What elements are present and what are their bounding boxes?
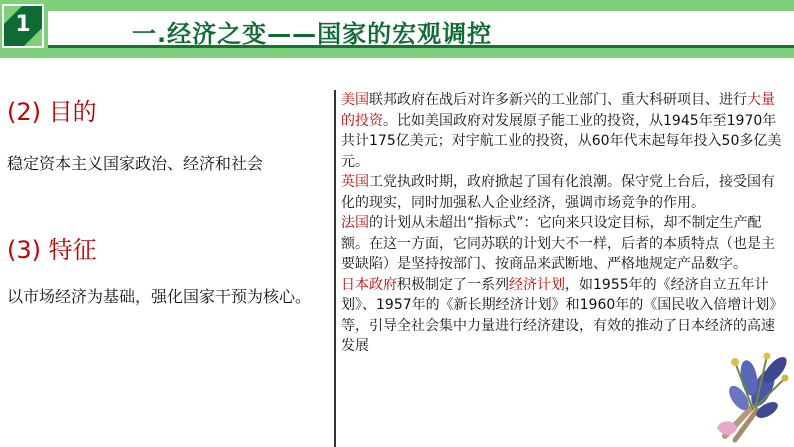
japan-paragraph bbox=[341, 275, 787, 357]
usa-text-2: 。比如美国政府对发展原子能工业的投资，从1945年至1970年共计175亿美元；对宇航工业的投资，从60年代末起每年投入50多亿美元。 bbox=[341, 112, 782, 170]
japan-text-2: ，如1955年的《经济自立五年计划》、1957年的《新长期经济计划》和1960年的《国民收入倍增计划》等，引导全社会集中力量进行经济建设，有效的推动了日本经济的高速发展 bbox=[341, 276, 784, 354]
country-france: 法国 bbox=[341, 215, 369, 231]
usa-text-1: 联邦政府在战后对许多新兴的工业部门、重大科研项目、进行 bbox=[369, 92, 747, 108]
feature-text: 以市场经济为基础，强化国家干预为核心。 bbox=[7, 287, 312, 306]
flower-bouquet-icon bbox=[705, 348, 791, 444]
examples-column bbox=[341, 90, 787, 357]
column-divider bbox=[334, 90, 336, 447]
country-japan: 日本政府 bbox=[341, 276, 397, 293]
country-uk: 英国 bbox=[341, 174, 369, 190]
japan-highlight: 经济计划 bbox=[509, 276, 565, 293]
france-text: 的计划从未超出“指标式”：它向来只设定目标，却不制定生产配额。在这一方面，它同苏联的计划大不一样，后者的本质特点（也是主要缺陷）是坚持按部门、按商品来武断地、严格地规定产品数字。 bbox=[341, 215, 775, 272]
feature-heading: (3) 特征 bbox=[7, 236, 97, 264]
usa-highlight: 大量的投资 bbox=[341, 92, 775, 129]
country-usa: 美国 bbox=[341, 92, 369, 108]
usa-paragraph bbox=[341, 90, 787, 172]
page-title: 一.经济之变——国家的宏观调控 bbox=[132, 20, 493, 48]
japan-text-1: 积极制定了一系列 bbox=[397, 276, 509, 293]
france-paragraph bbox=[341, 213, 787, 275]
purpose-heading: (2) 目的 bbox=[7, 98, 97, 126]
badge-number: 1 bbox=[15, 12, 31, 37]
uk-paragraph bbox=[341, 172, 787, 213]
section-badge bbox=[2, 4, 44, 48]
purpose-text: 稳定资本主义国家政治、经济和社会 bbox=[7, 154, 264, 173]
uk-text: 工党执政时期，政府掀起了国有化浪潮。保守党上台后，接受国有化的现实，同时加强私人企业经济，强调市场竞争的作用。 bbox=[341, 174, 775, 211]
